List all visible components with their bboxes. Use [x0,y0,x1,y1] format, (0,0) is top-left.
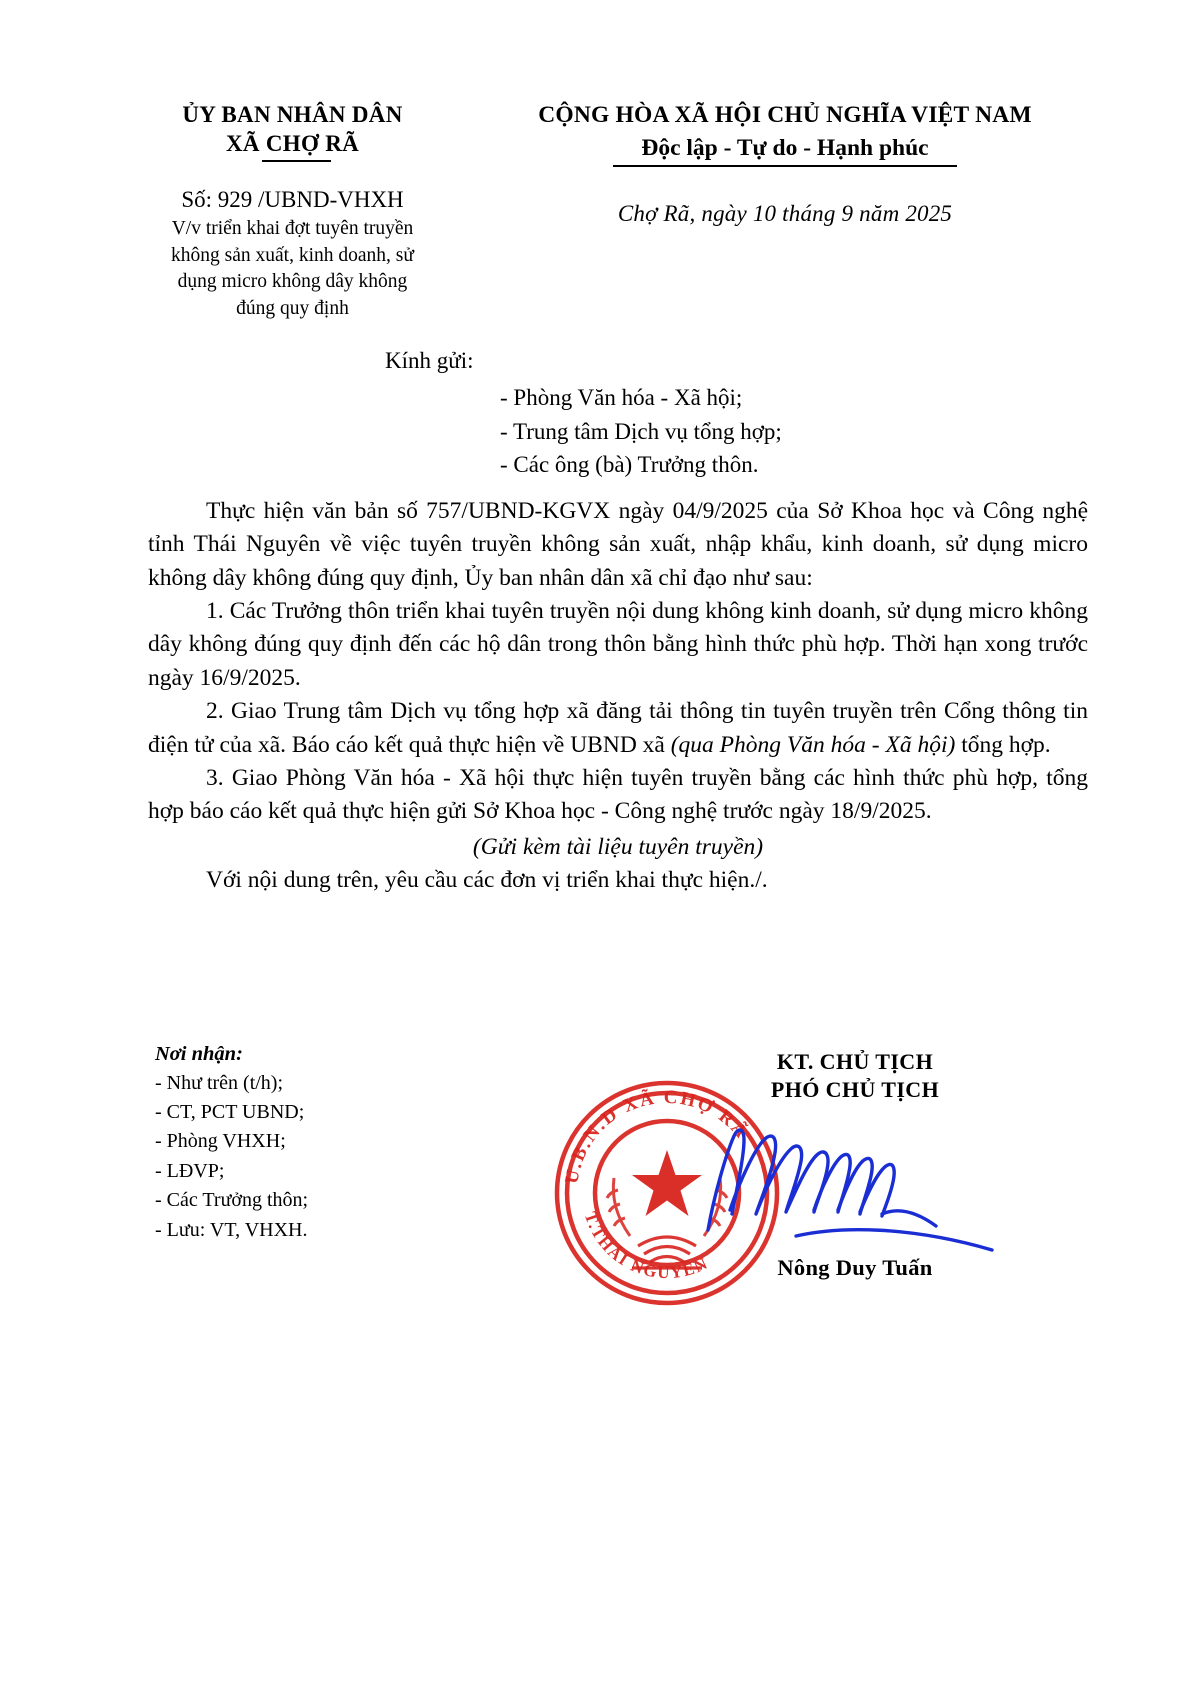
subject-line-3: dụng micro không dây không [177,271,408,293]
signature-block [690,1048,1020,1281]
signer-name: Nông Duy Tuấn [777,1255,933,1280]
seal-text-right: T.THÁI NGUYÊN [580,1209,712,1283]
organization-name-line2-text: XÃ CHỢ RÃ [225,131,360,157]
recipient-item: - Phòng Văn hóa - Xã hội; [500,385,743,411]
national-motto [641,133,928,164]
document-body [148,495,1088,897]
body-item-2-emphasis: (qua Phòng Văn hóa - Xã hội) [670,731,956,758]
recipient-item: - Trung tâm Dịch vụ tổng hợp; [500,418,782,444]
national-header-block [465,100,1105,227]
distribution-list-item: - CT, PCT UBND; [155,1101,305,1124]
subject-line-4: đúng quy định [236,298,349,320]
distribution-list-item: - Lưu: VT, VHXH. [155,1218,308,1241]
body-item-1: 1. Các Trưởng thôn triển khai tuyên truyền nội dung không kinh doanh, sử dụng micro không dây không đúng quy định đến các hộ dân trong thôn bằng hình thức phù hợp. Thời hạn xong trước ngày 16/9/2025. [148,598,1088,691]
distribution-list-block [155,1040,485,1245]
document-number: Số: 929 /UBND-VHXH [181,186,404,212]
national-title: CỘNG HÒA XÃ HỘI CHỦ NGHĨA VIỆT NAM [538,102,1032,128]
body-closing: Với nội dung trên, yêu cầu các đơn vị triển khai thực hiện./. [206,866,768,893]
body-item-2 [148,695,1088,762]
organization-name-line1: ỦY BAN NHÂN DÂN [182,102,403,127]
recipient-section [0,345,1190,481]
document-header [0,100,1190,322]
organization-underline [262,160,331,162]
attachment-note: (Gửi kèm tài liệu tuyên truyền) [472,833,764,860]
organization-name-line2 [226,129,359,158]
body-item-3: 3. Giao Phòng Văn hóa - Xã hội thực hiện tuyên truyền bằng các hình thức phù hợp, tổng hợp báo cáo kết quả thực hiện gửi Sở Khoa học - Công nghệ trước ngày 18/9/2025. [148,764,1088,825]
signer-title-line1: KT. CHỦ TỊCH [776,1049,934,1074]
recipient-item: - Các ông (bà) Trưởng thôn. [500,451,759,477]
signer-title-line2: PHÓ CHỦ TỊCH [770,1076,940,1102]
distribution-list-item: - Các Trưởng thôn; [155,1189,309,1212]
recipient-list [500,381,1190,481]
place-and-date: Chợ Rã, ngày 10 tháng 9 năm 2025 [617,201,953,227]
distribution-list-item: - Như trên (t/h); [155,1071,284,1094]
seal-text-left: U.B.N.D XÃ CHỢ RÃ [561,1086,753,1186]
subject-line-2: không sản xuất, kinh doanh, sử [171,244,414,266]
body-item-2-part1: 2. Giao Trung tâm Dịch vụ tổng hợp xã đăng tải thông tin tuyên truyền trên Cổng thông tin điện tử của xã. Báo cáo kết quả thực hiện về UBND xã [148,698,1088,758]
distribution-list-item: - Phòng VHXH; [155,1130,286,1153]
recipient-label: Kính gửi: [385,348,474,373]
body-item-2-part2: tổng hợp. [955,731,1051,758]
distribution-list-title: Nơi nhận: [155,1043,243,1065]
national-motto-text: Độc lập - Tự do - Hạnh phúc [641,134,929,161]
body-intro-paragraph: Thực hiện văn bản số 757/UBND-KGVX ngày 04/9/2025 của Sở Khoa học và Công nghệ tỉnh Thái Nguyên về việc tuyên truyền không sản xuất, nhập khẩu, kinh doanh, sử dụng micro không dây không đúng quy định, Ủy ban nhân dân xã chỉ đạo như sau: [148,498,1088,591]
subject-line-1: V/v triển khai đợt tuyên truyền [171,217,414,239]
issuing-authority-block [0,100,465,322]
distribution-list-item: - LĐVP; [155,1159,225,1182]
national-motto-underline [613,165,958,167]
